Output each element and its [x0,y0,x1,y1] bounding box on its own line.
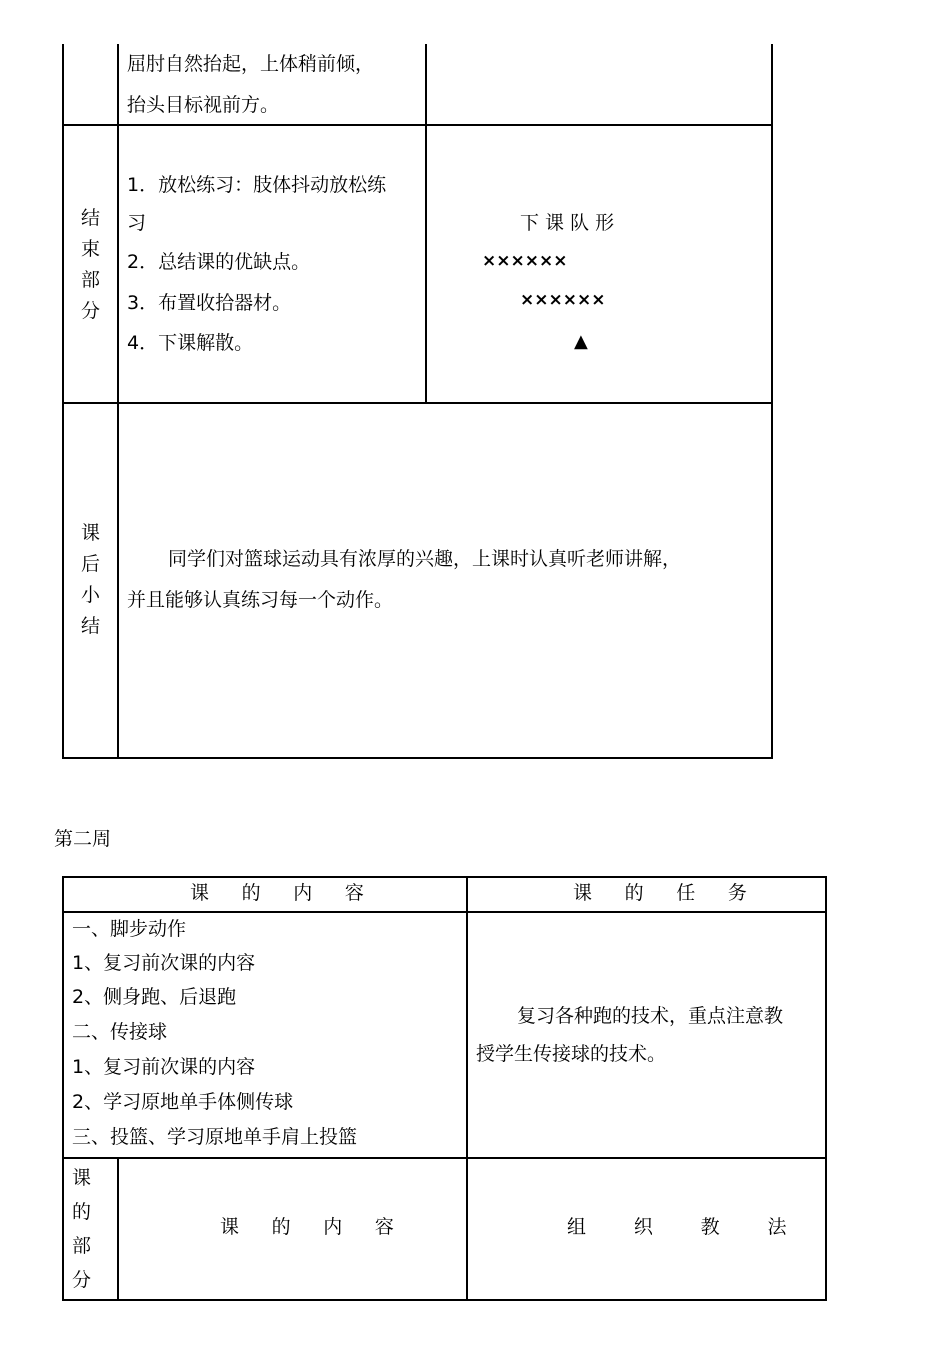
column-lesson-content: 课 的 内 容 [220,1216,408,1238]
table2-label-divider [117,1157,119,1301]
formation-title: 下 课 队 形 [520,212,615,234]
table2-header-divider [62,911,827,913]
row0-content-line: 屈肘自然抬起，上体稍前倾， [127,53,375,75]
table2-middle-divider [466,876,468,1301]
table1-row-divider-2 [62,402,773,404]
ending-item-2: 2．总结课的优缺点。 [127,251,311,273]
content-line: 三、投篮、学习原地单手肩上投篮 [72,1126,358,1148]
table2-right-border [825,876,827,1301]
content-line: 1、复习前次课的内容 [72,1056,256,1078]
content-line: 2、侧身跑、后退跑 [72,986,237,1008]
table2-row-divider [62,1157,827,1159]
ending-item-4: 4．下课解散。 [127,332,254,354]
table2-top-border [62,876,827,878]
content-line: 二、传接球 [72,1021,168,1043]
summary-text-line-2: 并且能够认真练习每一个动作。 [127,589,394,611]
content-line: 一、脚步动作 [72,918,187,940]
formation-student-row-2: ×××××× [520,290,606,310]
teacher-triangle-icon: ▲ [574,331,588,352]
after-class-summary-label: 课 后 小 结 [80,522,100,637]
row0-content-line: 抬头目标视前方。 [127,94,280,116]
content-line: 2、学习原地单手体侧传球 [72,1091,294,1113]
table1-bottom-border [62,757,773,759]
ending-item-1: 1．放松练习：肢体抖动放松练 [127,174,387,196]
table1-middle-divider [425,44,427,404]
ending-item-1-wrap: 习 [127,212,147,234]
ending-item-3: 3．布置收拾器材。 [127,292,292,314]
content-line: 1、复习前次课的内容 [72,952,256,974]
formation-student-row-1: ×××××× [482,251,568,271]
lesson-part-label: 课 的 部 分 [72,1167,92,1291]
column-teaching-method: 组 织 教 法 [567,1216,808,1238]
header-lesson-task: 课 的 任 务 [573,882,761,904]
table1-row-divider-1 [62,124,773,126]
header-lesson-content: 课 的 内 容 [190,882,378,904]
table2-left-border [62,876,64,1301]
task-text-line-1: 复习各种跑的技术，重点注意教 [517,1005,784,1027]
table2-bottom-border [62,1299,827,1301]
week-heading: 第二周 [54,828,112,850]
ending-part-label: 结 束 部 分 [80,207,100,322]
summary-text-line-1: 同学们对篮球运动具有浓厚的兴趣，上课时认真听老师讲解， [168,548,682,570]
task-text-line-2: 授学生传接球的技术。 [476,1043,667,1065]
